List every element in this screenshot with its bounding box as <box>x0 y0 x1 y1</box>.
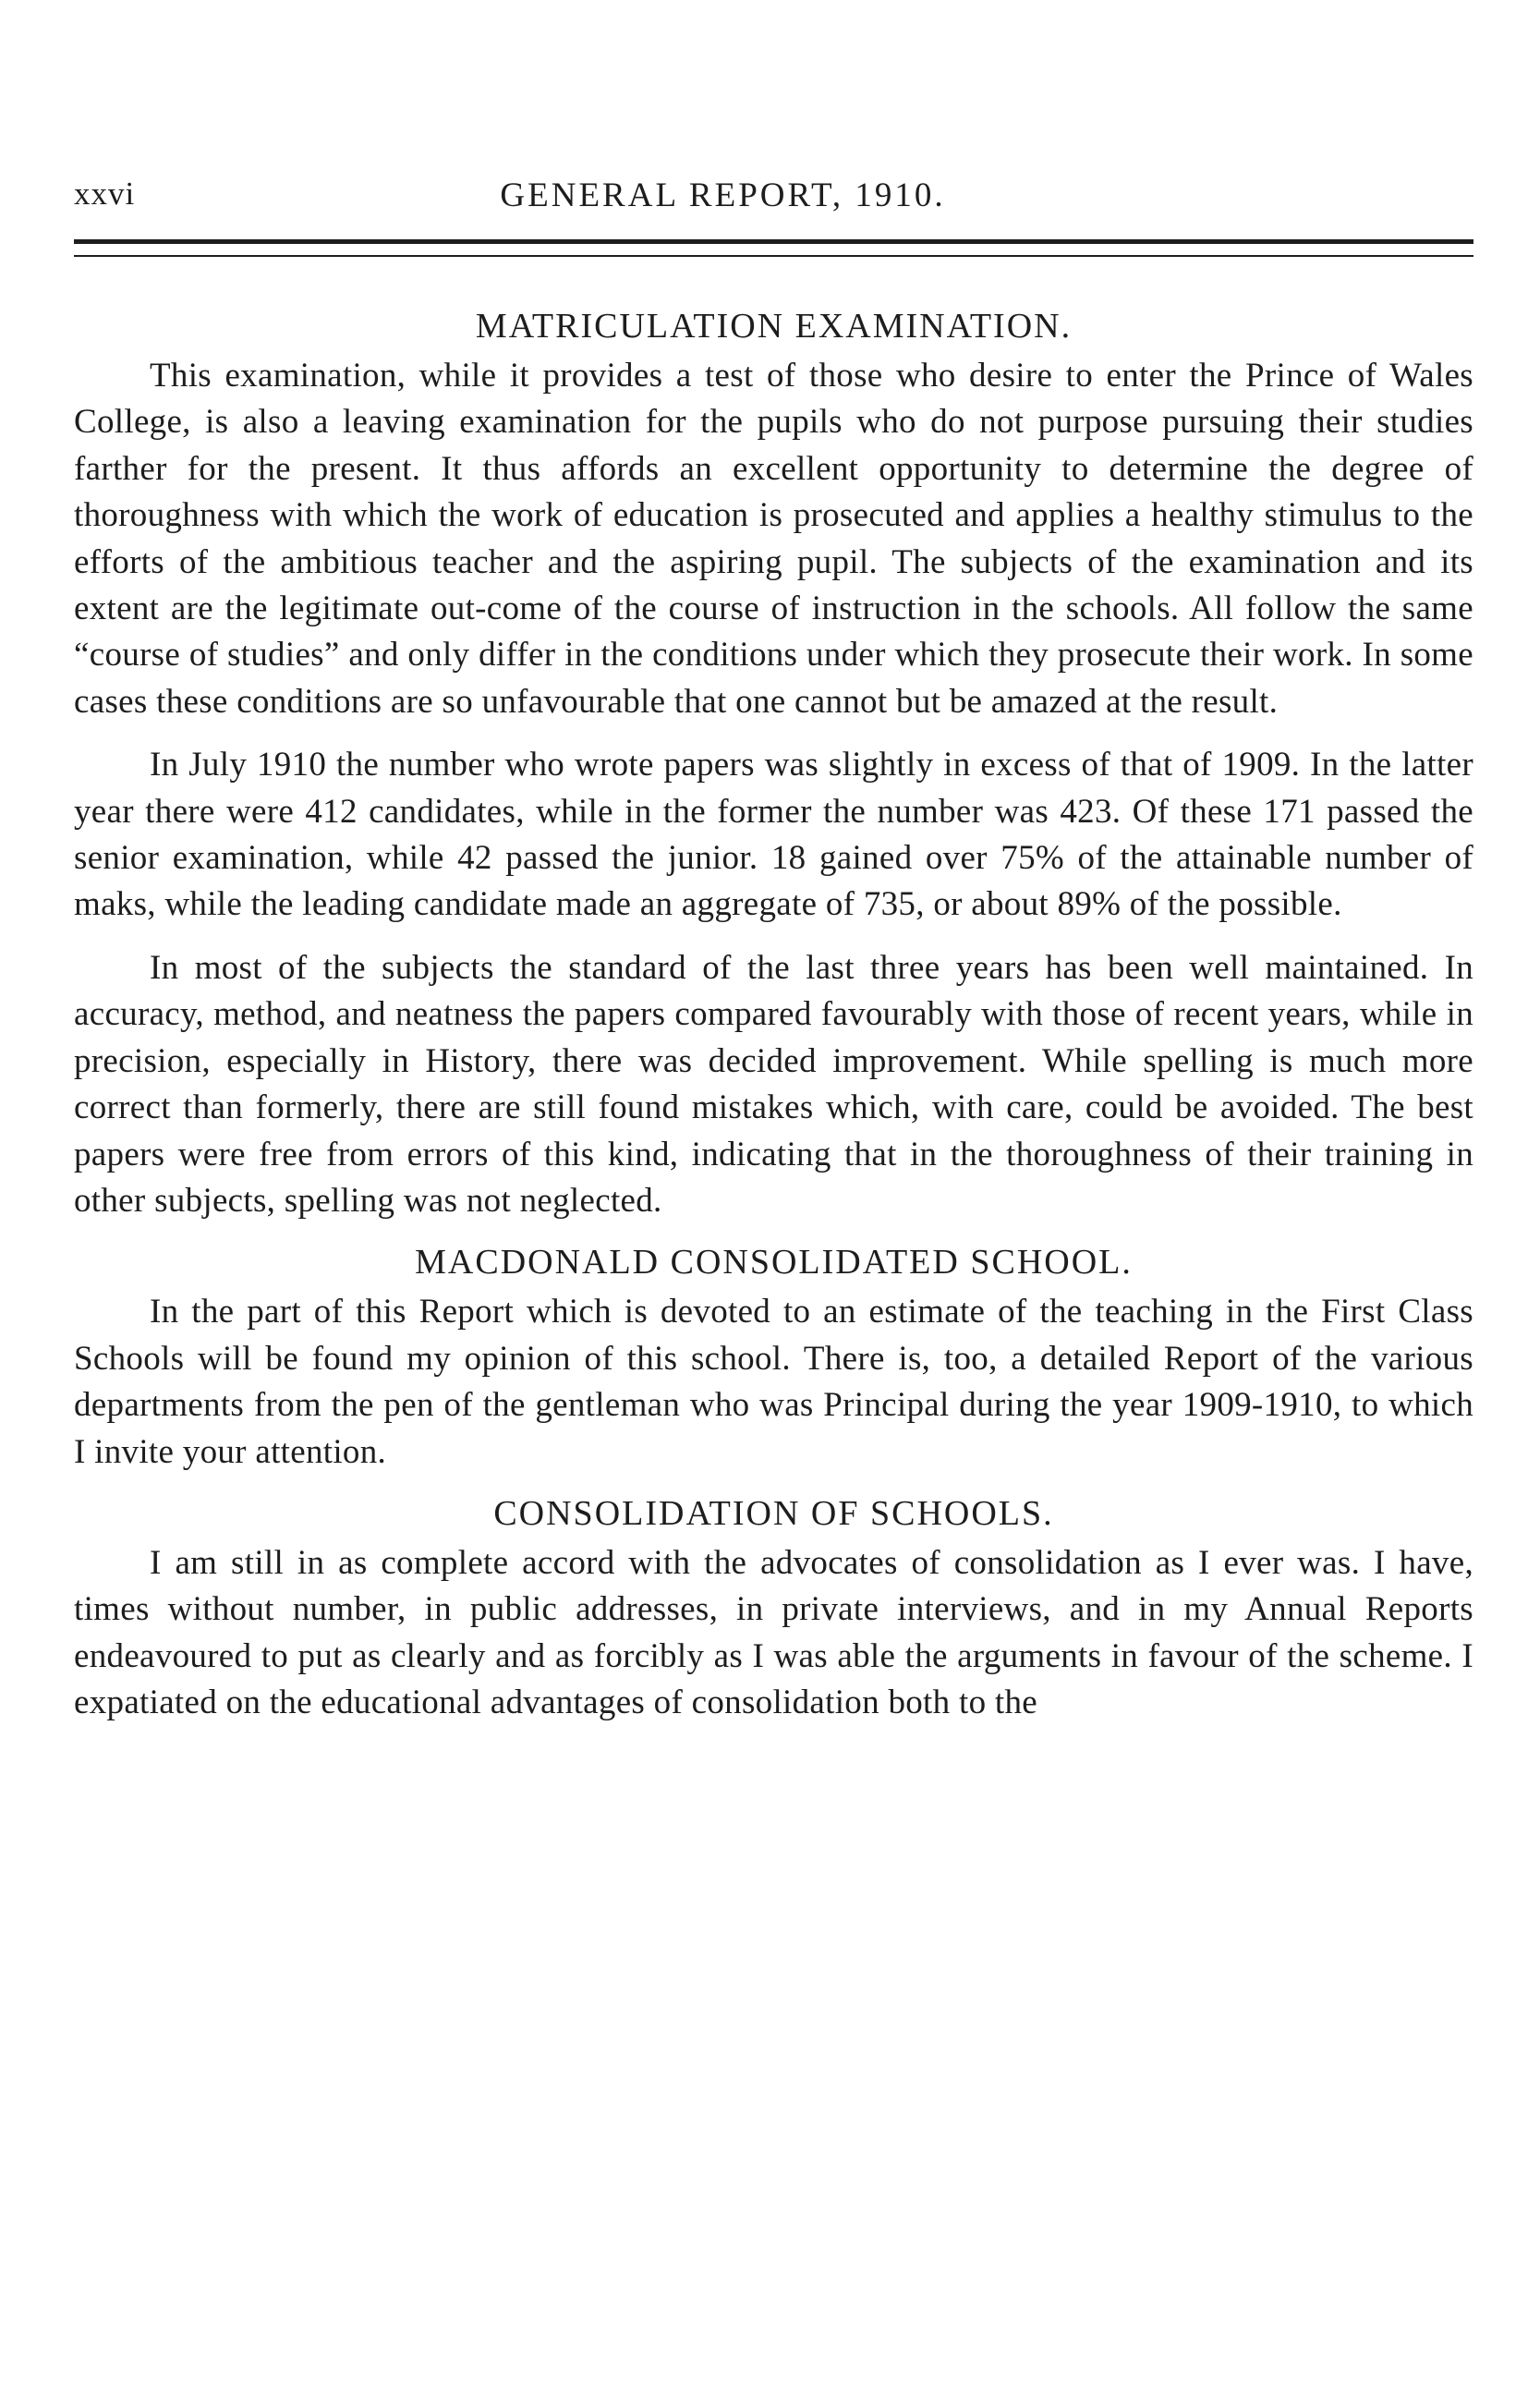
paragraph-consolidation: I am still in as complete accord with the advocates of consolidation as I ever was. I have, times without number, in public addresses, in private interviews, and in my Annual Reports endeavoured to put as clearly and as forcibly as I was able the arguments in favour of the scheme. I expatiated on the educational advantages of consolidation both to the <box>74 1543 1473 1722</box>
section-heading-consolidation: CONSOLIDATION OF SCHOOLS. <box>493 1493 1054 1533</box>
section-heading-matriculation: MATRICULATION EXAMINATION. <box>475 307 1073 346</box>
header-rule-thick <box>74 239 1473 244</box>
running-head <box>74 176 1473 222</box>
paragraph-macdonald: In the part of this Report which is devoted to an estimate of the teaching in the First Class Schools will be found my opinion of this school. There is, too, a detailed Report of the various departments from the pen of the gentleman who was Principal during the year 1909-1910, to which I invite your attention. <box>74 1293 1473 1471</box>
paragraph-matriculation-standard: In most of the subjects the standard of the last three years has been well maintained. In accuracy, method, and neatness the papers compared favourably with those of recent years, while in precision, especially in History, there was decided improvement. While spelling is much more correct than formerly, there are still found mistakes which, with care, could be avoided. The best papers were free from errors of this kind, indicating that in the thoroughness of their training in other subjects, spelling was not neglected. <box>74 948 1473 1220</box>
paragraph-matriculation-results: In July 1910 the number who wrote papers was slightly in excess of that of 1909. In the latter year there were 412 candidates, while in the former the number was 423. Of these 171 passed the senior examination, while 42 passed the junior. 18 gained over 75% of the attainable number of maks, while the leading candidate made an aggregate of 735, or about 89% of the possible. <box>74 746 1473 924</box>
header-rule-thin <box>74 255 1473 257</box>
page-number: xxvi <box>74 176 136 212</box>
section-heading-macdonald: MACDONALD CONSOLIDATED SCHOOL. <box>415 1243 1133 1283</box>
body-text <box>74 303 1473 1727</box>
paragraph-matriculation-intro: This examination, while it provides a test of those who desire to enter the Prince of Wales College, is also a leaving examination for the pupils who do not purpose pursuing their studies farther for the present. It thus affords an excellent opportunity to determine the degree of thoroughness with which the work of education is prosecuted and applies a healthy stimulus to the efforts of the ambitious teacher and the aspiring pupil. The subjects of the examination and its extent are the legitimate out-come of the course of instruction in the schools. All follow the same “course of studies” and only differ in the conditions under which they prosecute their work. In some cases these conditions are so unfavourable that one cannot but be amazed at the result. <box>74 357 1473 721</box>
report-title: GENERAL REPORT, 1910. <box>500 176 946 214</box>
